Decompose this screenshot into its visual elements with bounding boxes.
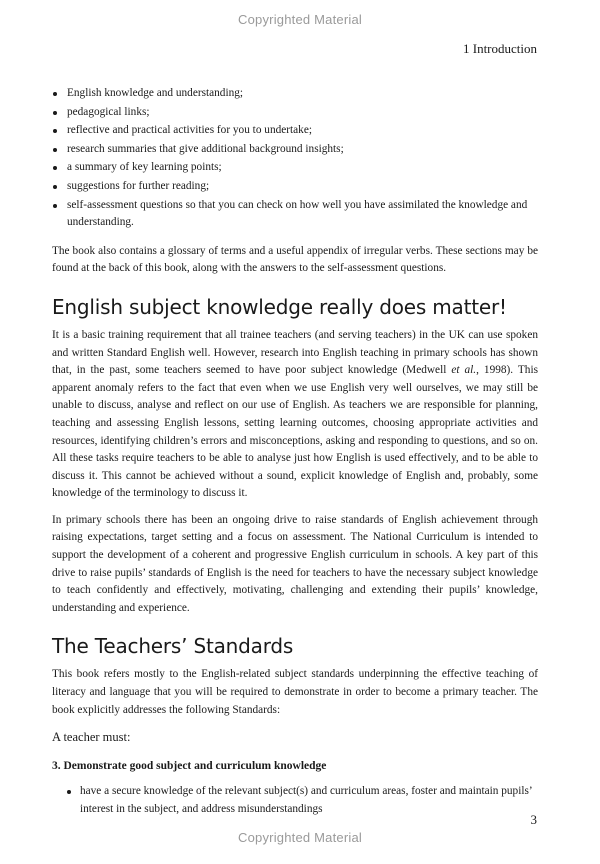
bullet-icon bbox=[53, 92, 57, 96]
list-item: English knowledge and understanding; bbox=[52, 85, 538, 103]
bullet-icon bbox=[67, 790, 71, 794]
list-item: reflective and practical activities for you to undertake; bbox=[52, 122, 538, 140]
running-head: 1 Introduction bbox=[462, 41, 537, 56]
list-item: pedagogical links; bbox=[52, 104, 538, 122]
list-item: self-assessment questions so that you can check on how well you have assimilated the knowledge and understanding. bbox=[52, 197, 538, 232]
bullet-icon bbox=[53, 185, 57, 189]
feature-list bbox=[52, 85, 538, 232]
page-number: 3 bbox=[530, 812, 537, 827]
paragraph: This book refers mostly to the English-related subject standards underpinning the effective teaching of literacy and language that you will be required to demonstrate in order to become a primary teacher. The book explicitly addresses the following Standards: bbox=[52, 668, 538, 716]
lead-text: A teacher must: bbox=[52, 730, 131, 745]
page-body bbox=[52, 85, 538, 819]
bullet-icon bbox=[53, 166, 57, 170]
paragraph: In primary schools there has been an ongoing drive to raise standards of English achievement through raising expectations, target setting and a focus on assessment. The National Curriculum is intended to support the development of a coherent and progressive English curriculum in schools. A key part of this drive to raise pupils’ standards of English is the need for teachers to have the necessary subject knowledge to teach confidently and effectively, motivating, challenging and extending their pupils’ knowledge, understanding and experience. bbox=[52, 513, 538, 614]
watermark-bottom: Copyrighted Material bbox=[238, 830, 362, 845]
bullet-icon bbox=[53, 111, 57, 115]
watermark-top: Copyrighted Material bbox=[238, 12, 362, 27]
list-item: suggestions for further reading; bbox=[52, 178, 538, 196]
standard-list bbox=[52, 783, 538, 818]
bullet-icon bbox=[53, 129, 57, 133]
list-item: have a secure knowledge of the relevant subject(s) and curriculum areas, foster and maintain pupils’ interest in the subject, and address misunderstandings bbox=[66, 783, 538, 818]
paragraph: It is a basic training requirement that all trainee teachers (and serving teachers) in the UK can use spoken and written Standard English well. However, research into English teaching in primary schools has shown that, in the past, some teachers seemed to have poor subject knowledge (Medwell et al., 1998). This apparent anomaly refers to the fact that even when we use English very well ourselves, we may still be unable to discuss, analyse and reflect on our use of English. As teachers we are responsible for planning, teaching and assessing English lessons, setting learning outcomes, choosing appropriate activities and resources, identifying children’s errors and misconceptions, asking and responding to questions, and so on. All these tasks require teachers to be able to analyse just how English is used effectively, and to be able to discuss it. This cannot be achieved without a sound, explicit knowledge of English and, probably, some knowledge of the terminology to discuss it. bbox=[52, 328, 538, 500]
list-item: a summary of key learning points; bbox=[52, 159, 538, 177]
bullet-icon bbox=[53, 204, 57, 208]
section-heading-teachers-standards: The Teachers’ Standards bbox=[52, 634, 294, 659]
bullet-icon bbox=[53, 148, 57, 152]
section-heading-subject-knowledge: English subject knowledge really does matter! bbox=[52, 294, 507, 319]
standard-heading: 3. Demonstrate good subject and curriculum knowledge bbox=[52, 759, 327, 772]
list-item: research summaries that give additional background insights; bbox=[52, 141, 538, 159]
intro-paragraph: The book also contains a glossary of terms and a useful appendix of irregular verbs. These sections may be found at the back of this book, along with the answers to the self-assessment questions. bbox=[52, 244, 538, 275]
